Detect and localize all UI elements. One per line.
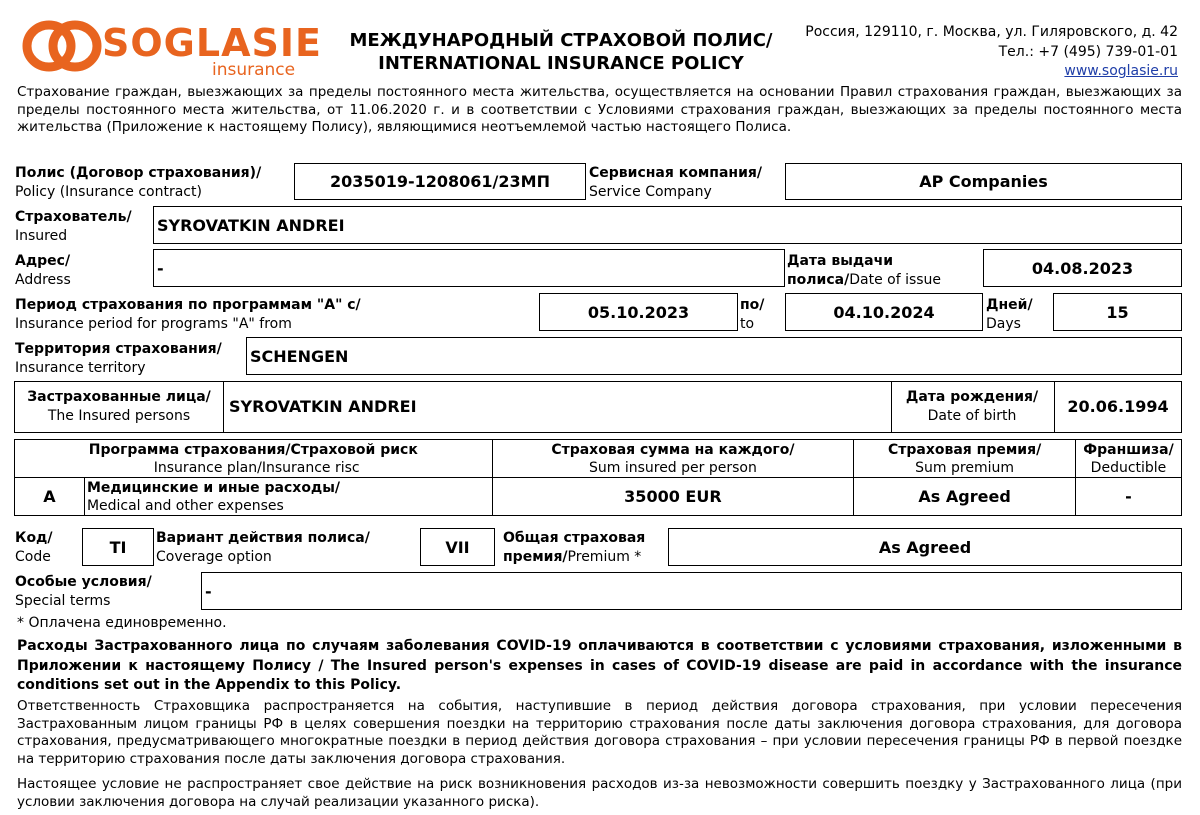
code-label: Код/ Code	[15, 530, 53, 565]
days-field: 15	[1053, 293, 1182, 331]
header-sum-insured: Страховая сумма на каждого/ Sum insured per person	[492, 440, 854, 478]
document-title-ru: МЕЖДУНАРОДНЫЙ СТРАХОВОЙ ПОЛИС/	[349, 30, 773, 51]
service-company-field: AP Companies	[785, 163, 1182, 200]
payment-footnote: * Оплачена единовременно.	[17, 615, 227, 631]
date-of-birth-value: 20.06.1994	[1067, 397, 1169, 416]
territory-field: SCHENGEN	[246, 337, 1182, 375]
exclusion-paragraph: Настоящее условие не распространяет свое действие на риск возникновения расходов из-за невозможности совершить поездку у Застрахованного лица (при условии заключения договора на случай реализации указанного риска).	[17, 776, 1182, 810]
period-label: Период страхования по программам "А" с/ Insurance period for programs "A" from	[15, 297, 361, 332]
deductible-cell: -	[1075, 478, 1181, 516]
header-deductible: Франшиза/ Deductible	[1075, 440, 1181, 478]
liability-paragraph: Ответственность Страховщика распространяется на события, наступившие в период действия договора страхования, при условии пересечения Застрахованным лицом границы РФ в целях совершения поездки на территорию страхования после даты заключения договора страхования, для договора страхования, предусматривающего многократные поездки в период действия договора страхования – при условии пересечения границы РФ в первой поездке на территорию страхования после даты заключения договора страхования.	[17, 698, 1182, 767]
header-premium: Страховая премия/ Sum premium	[854, 440, 1076, 478]
special-terms-label: Особые условия/ Special terms	[15, 574, 152, 609]
period-from-field: 05.10.2023	[539, 293, 738, 331]
logo-subtitle: insurance	[212, 60, 296, 80]
insured-name-field: SYROVATKIN ANDREI	[153, 206, 1182, 244]
code-field: TI	[82, 528, 154, 566]
soglasie-logo-icon	[22, 20, 102, 72]
covid-notice: Расходы Застрахованного лица по случаям заболевания COVID-19 оплачиваются в соответствии с условиями страхования, изложенными в Приложении к настоящему Полису / The Insured person's expenses in cases of COVID-19 disease are paid in accordance with the insurance conditions set out in the Appendix to this Policy.	[17, 638, 1182, 693]
policy-number-field: 2035019-1208061/23МП	[294, 163, 586, 200]
issue-date-field: 04.08.2023	[983, 249, 1182, 287]
special-terms-field: -	[201, 572, 1182, 610]
premium-cell: As Agreed	[854, 478, 1076, 516]
coverage-option-label: Вариант действия полиса/ Coverage option	[156, 530, 370, 565]
policy-label: Полис (Договор страхования)/ Policy (Insurance contract)	[15, 165, 262, 200]
table-row	[15, 478, 1182, 516]
sum-insured-cell: 35000 EUR	[492, 478, 854, 516]
insured-persons-label: Застрахованные лица/ The Insured persons	[27, 389, 211, 424]
address-label: Адрес/ Address	[15, 253, 71, 288]
service-company-label: Сервисная компания/ Service Company	[589, 165, 763, 200]
program-table-header	[15, 440, 1182, 478]
period-to-field: 04.10.2024	[785, 293, 983, 331]
coverage-option-field: VII	[420, 528, 495, 566]
days-label: Дней/ Days	[986, 297, 1033, 332]
issue-date-label: Дата выдачи полиса/Date of issue	[787, 253, 942, 288]
logo-wordmark: SOGLASIE	[102, 21, 322, 65]
territory-label: Территория страхования/ Insurance territory	[15, 341, 222, 376]
company-address: Россия, 129110, г. Москва, ул. Гиляровского, д. 42	[805, 24, 1178, 40]
insured-person-name: SYROVATKIN ANDREI	[229, 397, 417, 416]
intro-paragraph: Страхование граждан, выезжающих за пределы постоянного места жительства, осуществляется на основании Правил страхования граждан, выезжающих за пределы постоянного места жительства, от 11.06.2020 г. и в соответствии с Условиями страхования граждан, выезжающих за пределы постоянного места жительства (Приложение к настоящему Полису), являющимися неотъемлемой частью настоящего Полиса.	[17, 84, 1182, 136]
period-to-label: по/ to	[740, 297, 765, 332]
date-of-birth-label: Дата рождения/ Date of birth	[905, 389, 1039, 424]
company-phone: Тел.: +7 (495) 739-01-01	[998, 44, 1178, 60]
logo	[22, 18, 322, 82]
insured-persons-row	[14, 381, 1182, 433]
total-premium-label: Общая страховая премия/Premium *	[503, 530, 646, 565]
insured-label: Страхователь/ Insured	[15, 209, 132, 244]
address-field: -	[153, 249, 785, 287]
risk-cell: Медицинские и иные расходы/ Medical and other expenses	[84, 478, 492, 516]
header-plan: Программа страхования/Страховой риск Insurance plan/Insurance risc	[15, 440, 493, 478]
document-title-en: INTERNATIONAL INSURANCE POLICY	[378, 53, 744, 74]
program-table	[14, 439, 1182, 516]
company-website-link[interactable]: www.soglasie.ru	[1064, 63, 1178, 79]
total-premium-field: As Agreed	[668, 528, 1182, 566]
program-code-cell: А	[15, 478, 85, 516]
